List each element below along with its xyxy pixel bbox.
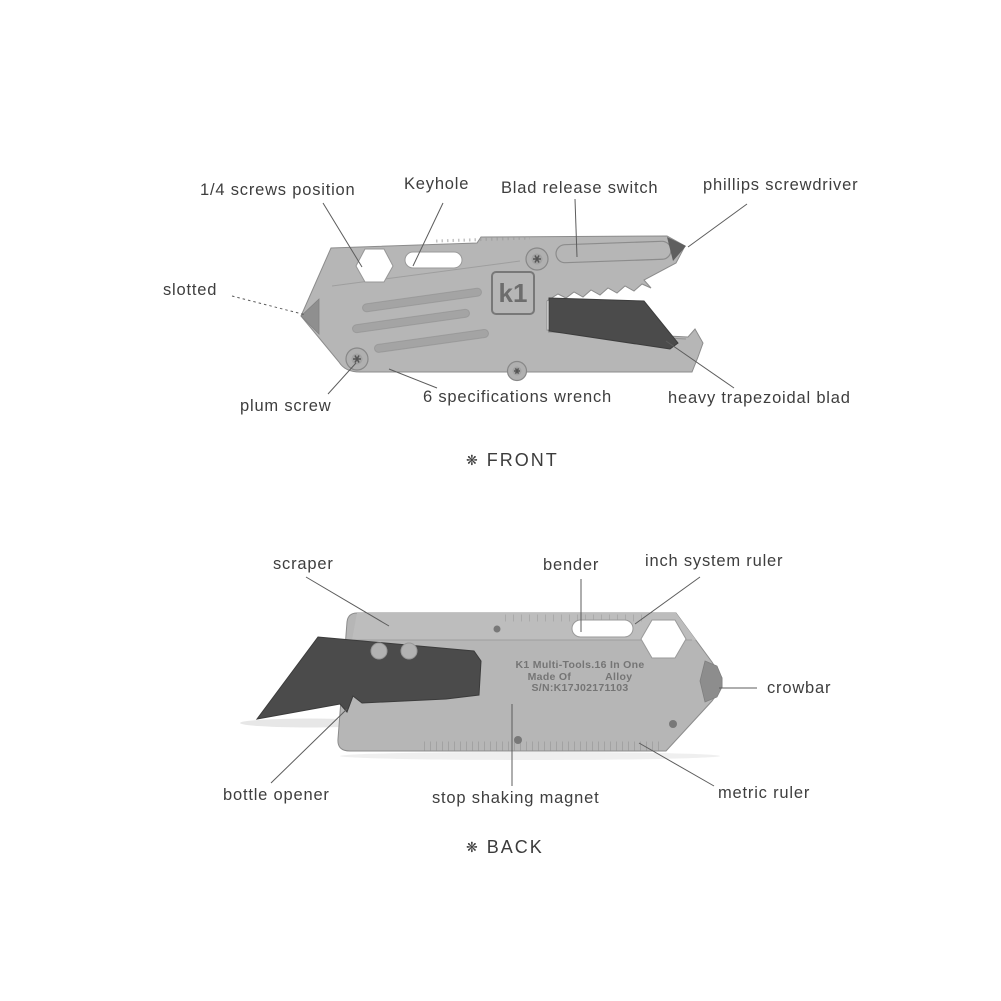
back-caption (466, 837, 544, 858)
label-wrench: 6 specifications wrench (423, 388, 612, 406)
label-metric-ruler: metric ruler (718, 784, 811, 802)
engraved-text (498, 660, 662, 695)
rivet-bump (401, 643, 417, 659)
blade-release-lever (556, 241, 672, 263)
label-blade-release-switch: Blad release switch (501, 179, 659, 197)
label-keyhole: Keyhole (404, 175, 470, 193)
label-stop-shaking-magnet: stop shaking magnet (432, 789, 600, 807)
label-bottle-opener: bottle opener (223, 786, 330, 804)
front-caption-text: FRONT (486, 450, 559, 470)
front-caption (466, 450, 559, 471)
label-phillips-screwdriver: phillips screwdriver (703, 176, 859, 194)
label-slotted: slotted (163, 281, 218, 299)
torx-screw-top (526, 248, 548, 270)
k1-logo: k1 (491, 271, 535, 315)
plum-screw (346, 348, 368, 370)
engraving-serial: S/N:K17J02171103 (531, 682, 629, 694)
label-quarter-screws-position: 1/4 screws position (200, 181, 356, 199)
label-bender: bender (543, 556, 600, 574)
rivet-bump (371, 643, 387, 659)
torx-screw-bottom (508, 362, 527, 381)
engraving-line1: K1 Multi-Tools.16 In One (515, 659, 645, 671)
label-scraper: scraper (273, 555, 334, 573)
body-shadow (340, 752, 720, 760)
engraving-alloy: Alloy (605, 670, 633, 683)
front-caption-symbol: ❋ (466, 452, 478, 468)
back-caption-symbol: ❋ (466, 839, 478, 855)
label-crowbar: crowbar (767, 679, 832, 697)
front-view-drawing (232, 199, 747, 394)
label-inch-system-ruler: inch system ruler (645, 552, 784, 570)
label-plum-screw: plum screw (240, 397, 332, 415)
engraving-made-of: Made Of (527, 670, 572, 683)
label-heavy-trapezoidal-blade: heavy trapezoidal blad (668, 389, 851, 407)
back-caption-text: BACK (486, 837, 544, 857)
crowbar-tip (700, 661, 722, 702)
